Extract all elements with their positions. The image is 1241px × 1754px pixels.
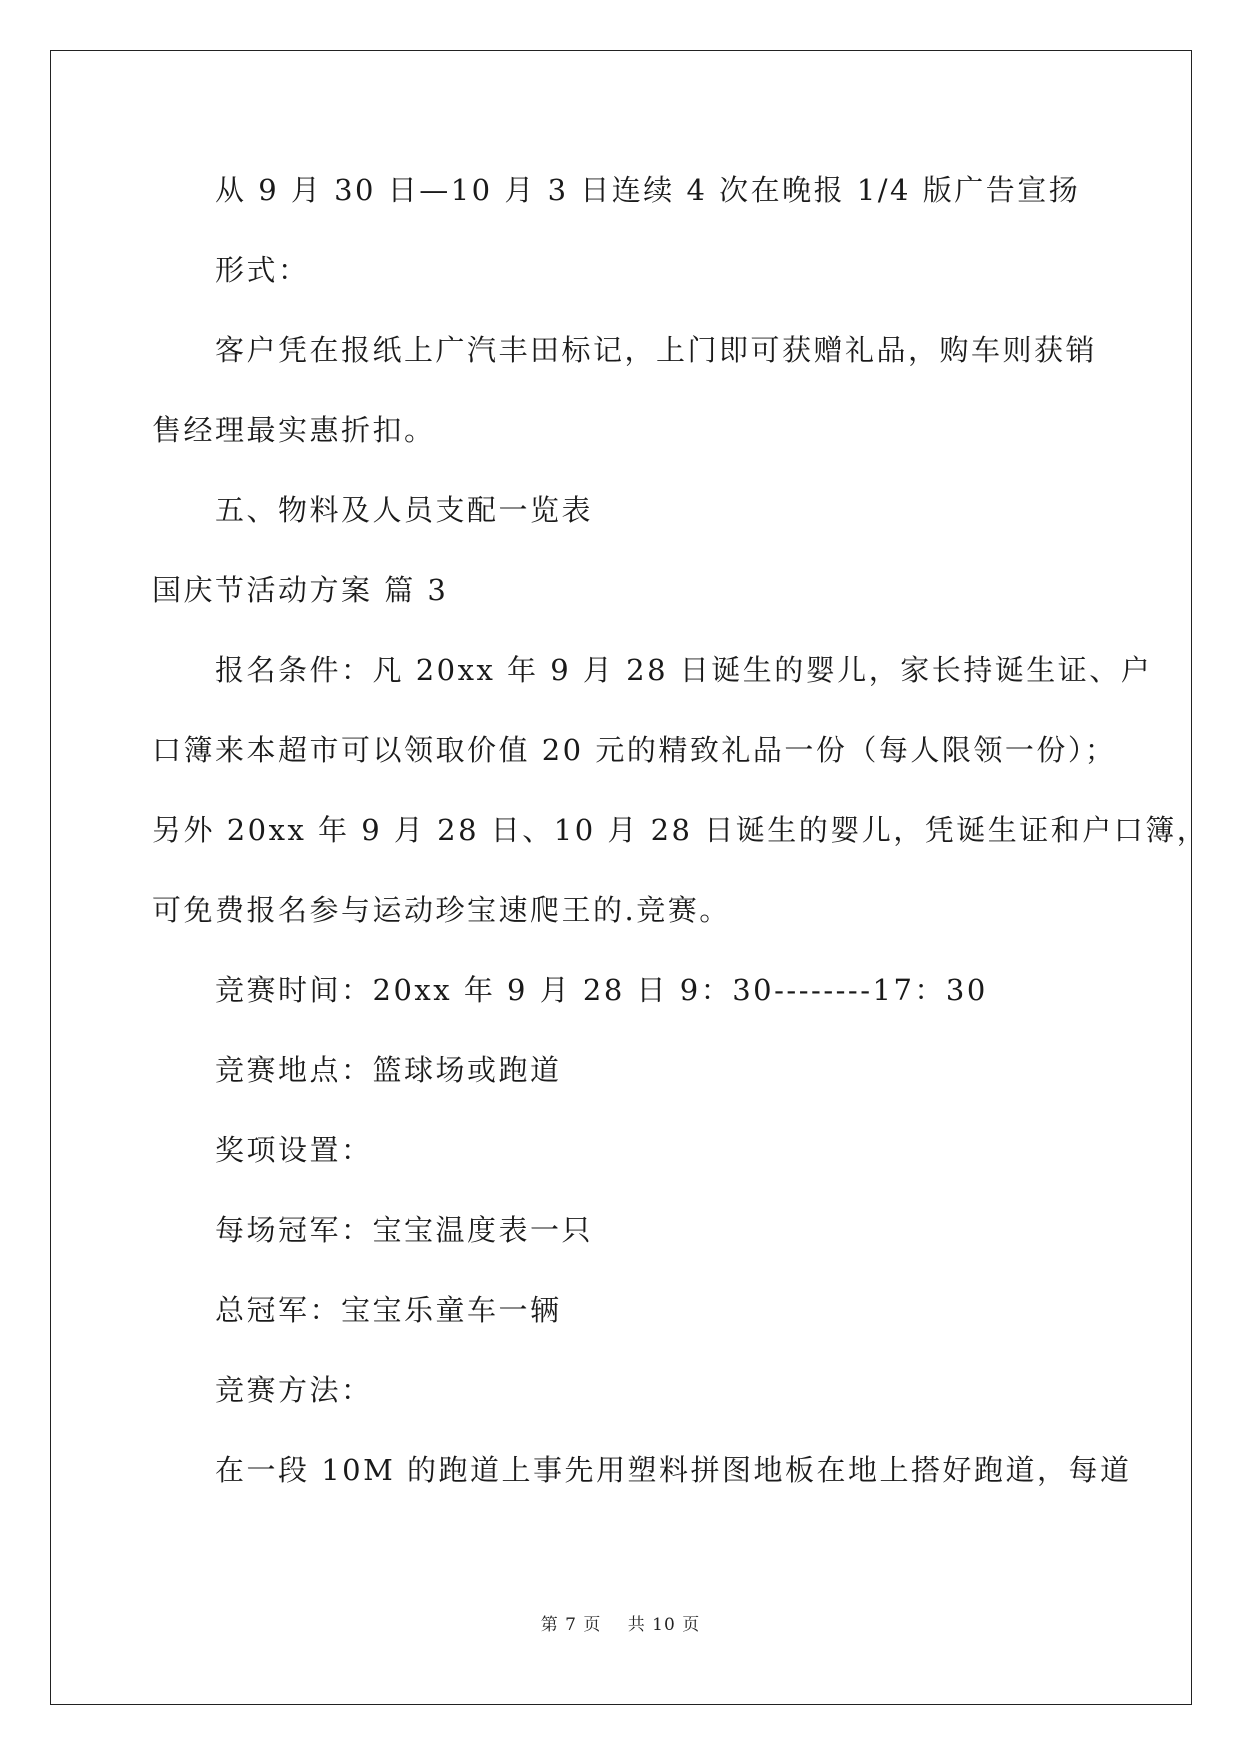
paragraph-line: 售经理最实惠折扣。 <box>152 413 436 447</box>
paragraph-line: 总冠军：宝宝乐童车一辆 <box>215 1293 562 1327</box>
paragraph-line: 在一段 10M 的跑道上事先用塑料拼图地板在地上搭好跑道，每道 <box>215 1453 1132 1487</box>
page-number: 第 7 页 <box>540 1615 602 1635</box>
section-heading: 五、物料及人员支配一览表 <box>215 493 594 527</box>
paragraph-line: 从 9 月 30 日—10 月 3 日连续 4 次在晚报 1/4 版广告宣扬 <box>215 173 1081 207</box>
paragraph-line: 形式： <box>215 253 310 287</box>
paragraph-line: 每场冠军：宝宝温度表一只 <box>215 1213 594 1247</box>
paragraph-line: 另外 20xx 年 9 月 28 日、10 月 28 日诞生的婴儿，凭诞生证和户口簿， <box>152 813 1209 847</box>
paragraph-line: 竞赛方法： <box>215 1373 373 1407</box>
paragraph-line: 客户凭在报纸上广汽丰田标记，上门即可获赠礼品，购车则获销 <box>215 333 1098 367</box>
page-footer <box>0 1614 1241 1636</box>
paragraph-line: 奖项设置： <box>215 1133 373 1167</box>
paragraph-line: 竞赛地点：篮球场或跑道 <box>215 1053 562 1087</box>
paragraph-line: 可免费报名参与运动珍宝速爬王的.竞赛。 <box>152 893 731 927</box>
paragraph-line: 竞赛时间：20xx 年 9 月 28 日 9：30--------17：30 <box>215 973 988 1007</box>
page-total: 共 10 页 <box>627 1615 701 1635</box>
paragraph-line: 报名条件：凡 20xx 年 9 月 28 日诞生的婴儿，家长持诞生证、户 <box>215 653 1153 687</box>
chapter-title: 国庆节活动方案 篇 3 <box>152 573 449 607</box>
paragraph-line: 口簿来本超市可以领取价值 20 元的精致礼品一份（每人限领一份）； <box>152 733 1117 767</box>
